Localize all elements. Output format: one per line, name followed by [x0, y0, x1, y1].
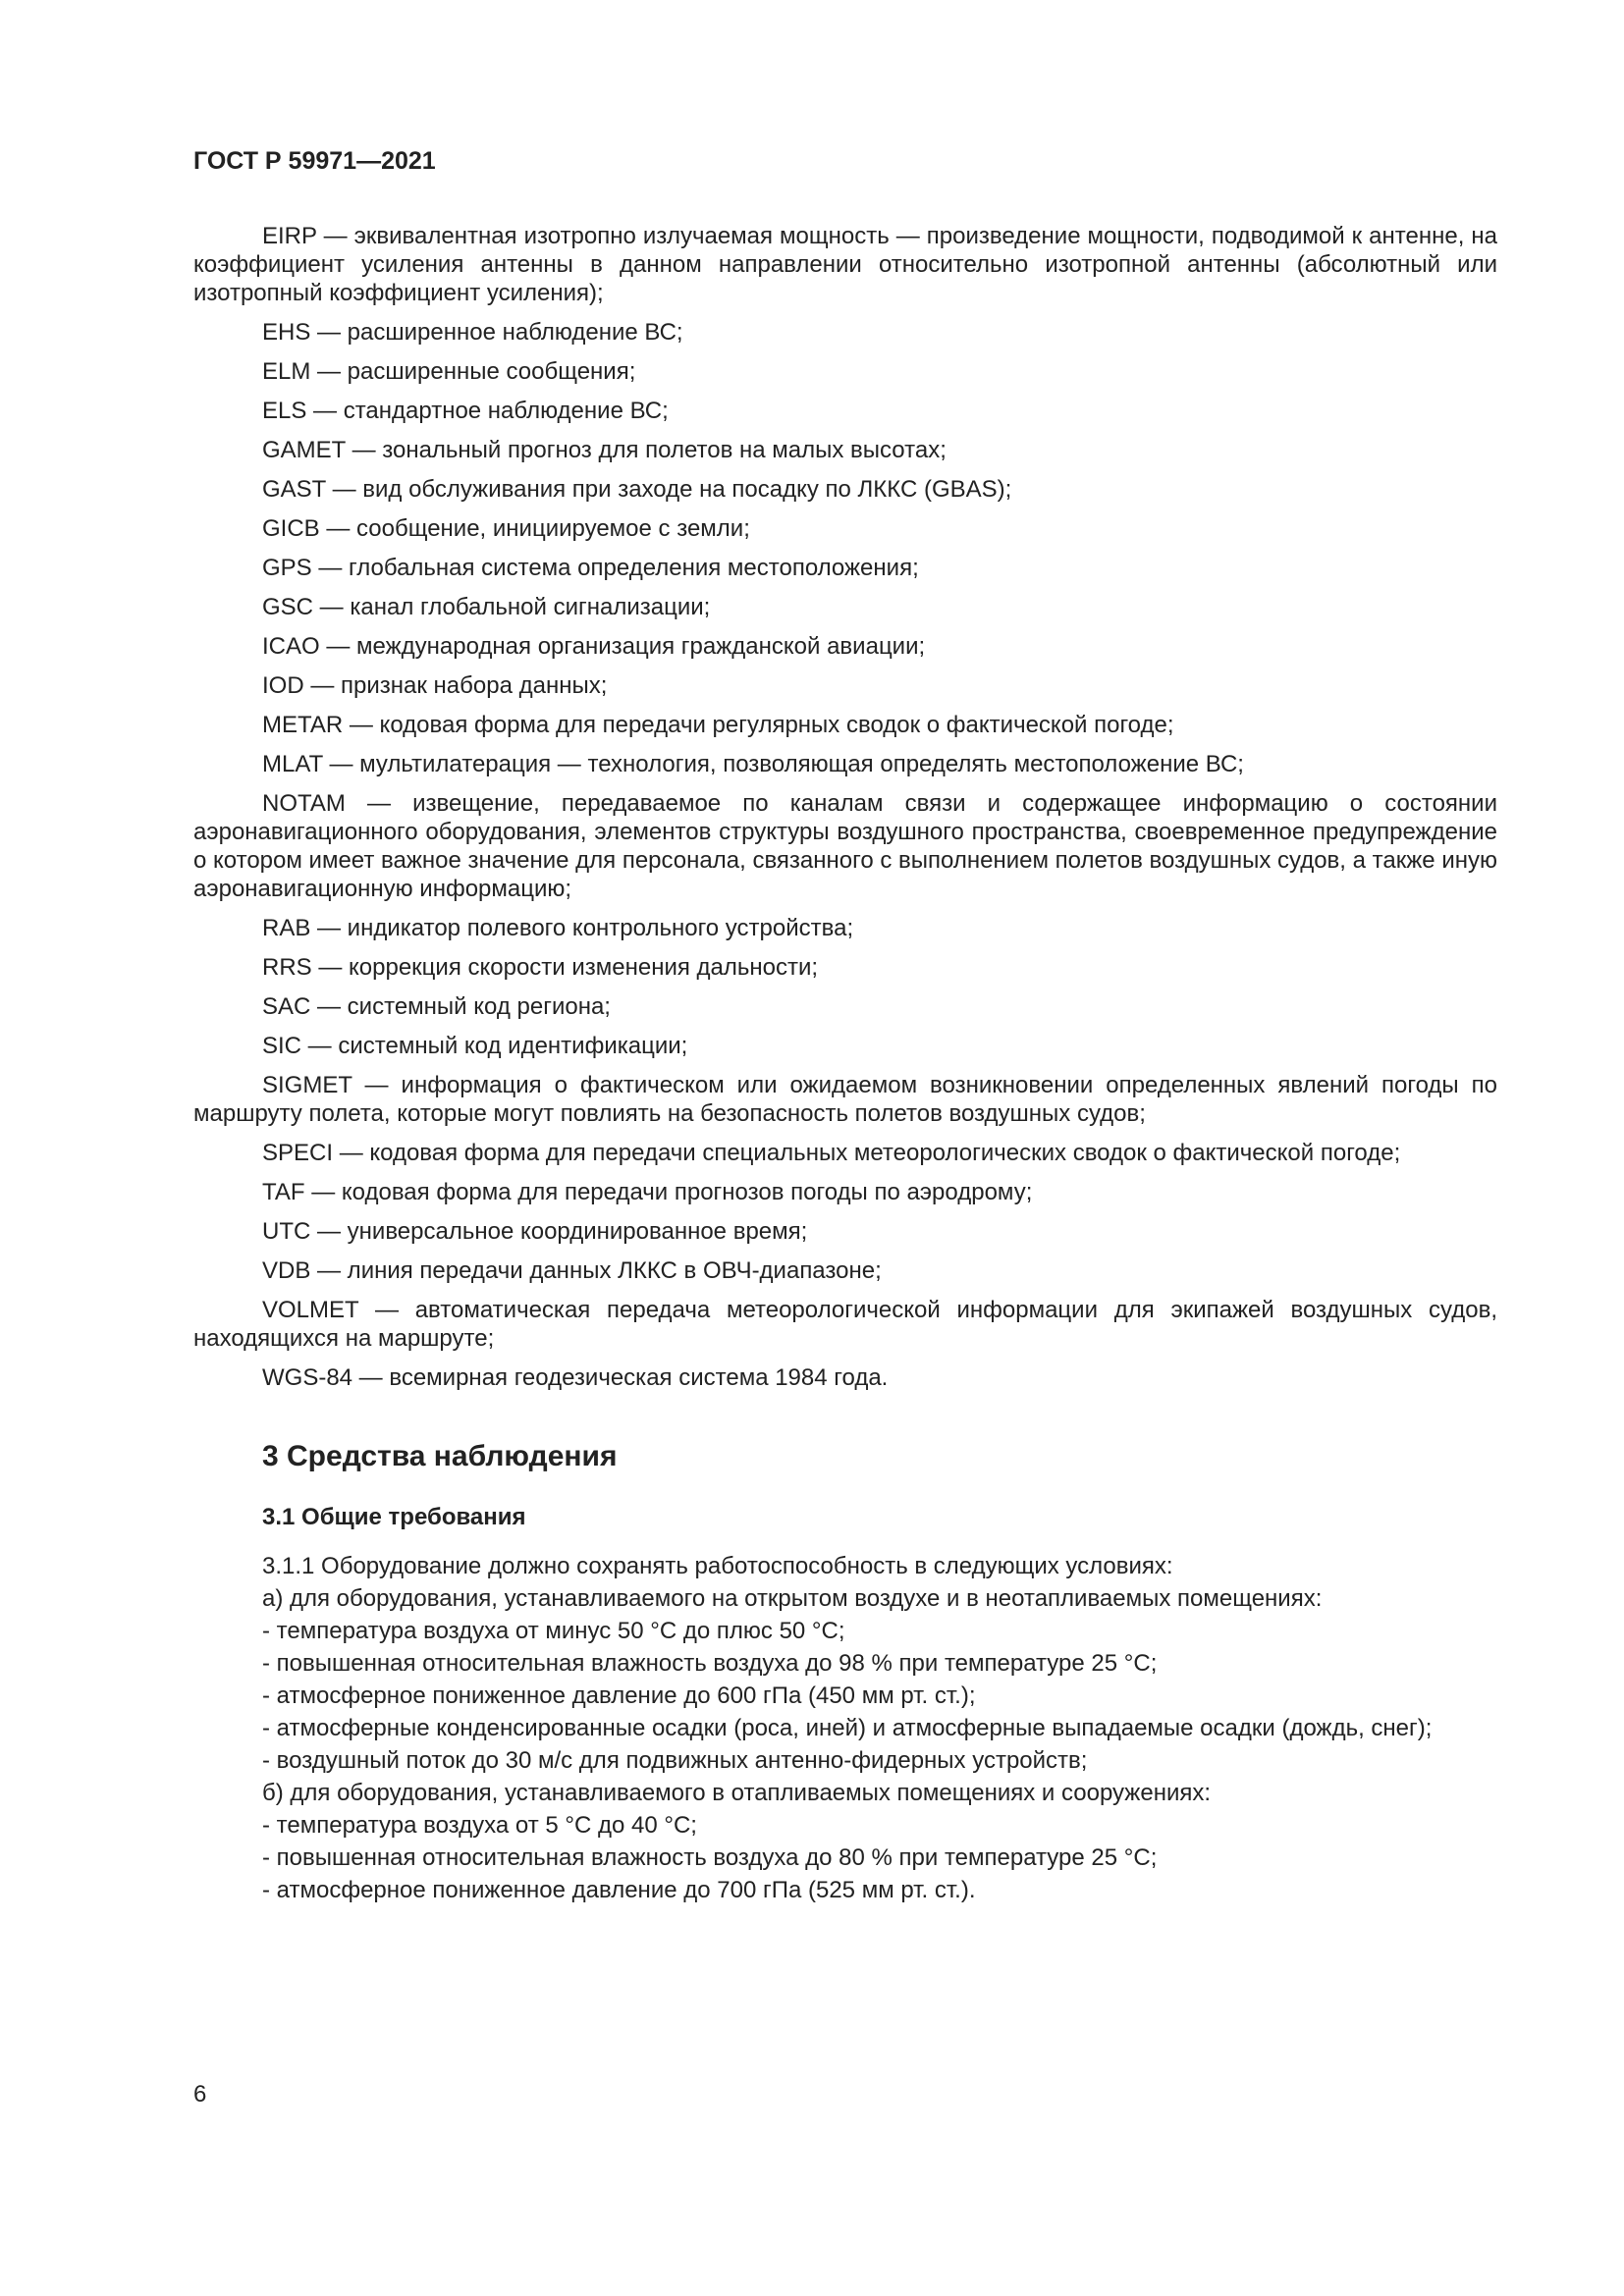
requirement-line: - повышенная относительная влажность воздуха до 98 % при температуре 25 °С;	[262, 1650, 1158, 1677]
abbreviation-item: GSC — канал глобальной сигнализации;	[262, 594, 711, 620]
requirement-line: - атмосферное пониженное давление до 700 гПа (525 мм рт. ст.).	[262, 1877, 976, 1903]
page-number: 6	[193, 2081, 207, 2108]
requirement-line: 3.1.1 Оборудование должно сохранять работоспособность в следующих условиях:	[262, 1553, 1173, 1579]
requirement-line: - атмосферное пониженное давление до 600 гПа (450 мм рт. ст.);	[262, 1682, 976, 1709]
document-header: ГОСТ Р 59971—2021	[193, 147, 436, 175]
abbreviation-item: RRS — коррекция скорости изменения дальности;	[262, 954, 819, 981]
abbreviation-item: SIGMET — информация о фактическом или ожидаемом возникновении определенных явлений погоды по маршруту полета, которые могут повлиять на безопасность полетов воздушных судов;	[193, 1072, 1497, 1127]
abbreviation-item: EIRP — эквивалентная изотропно излучаемая мощность — произведение мощности, подводимой к антенне, на коэффициент усиления антенны в данном направлении относительно изотропной антенны (абсолютный или изотропный коэффициент усиления);	[193, 223, 1497, 306]
abbreviation-item: WGS-84 — всемирная геодезическая система 1984 года.	[262, 1364, 889, 1391]
requirements-list	[193, 1553, 1497, 1904]
abbreviation-item: SIC — системный код идентификации;	[262, 1033, 688, 1059]
abbreviation-item: IOD — признак набора данных;	[262, 672, 608, 699]
abbreviation-item: UTC — универсальное координированное время;	[262, 1218, 808, 1245]
requirement-line: - атмосферные конденсированные осадки (роса, иней) и атмосферные выпадаемые осадки (дождь, снег);	[262, 1715, 1433, 1741]
abbreviation-item: ELM — расширенные сообщения;	[262, 358, 636, 385]
abbreviation-item: GAMET — зональный прогноз для полетов на малых высотах;	[262, 437, 947, 463]
section-title: 3 Средства наблюдения	[262, 1440, 618, 1472]
requirement-line: а) для оборудования, устанавливаемого на открытом воздухе и в неотапливаемых помещениях:	[262, 1585, 1323, 1612]
requirement-line: - повышенная относительная влажность воздуха до 80 % при температуре 25 °С;	[262, 1844, 1158, 1871]
abbreviation-item: ELS — стандартное наблюдение ВС;	[262, 398, 669, 424]
document-body	[193, 222, 1497, 1909]
requirement-line: - температура воздуха от 5 °С до 40 °С;	[262, 1812, 697, 1839]
abbreviation-item: GAST — вид обслуживания при заходе на посадку по ЛККС (GBAS);	[262, 476, 1012, 503]
abbreviation-item: VOLMET — автоматическая передача метеорологической информации для экипажей воздушных судов, находящихся на маршруте;	[193, 1297, 1497, 1352]
abbreviations-list	[193, 222, 1497, 1392]
abbreviation-item: GICB — сообщение, инициируемое с земли;	[262, 515, 750, 542]
abbreviation-item: SPECI — кодовая форма для передачи специальных метеорологических сводок о фактической погоде;	[262, 1140, 1401, 1166]
requirement-line: б) для оборудования, устанавливаемого в отапливаемых помещениях и сооружениях:	[262, 1780, 1212, 1806]
abbreviation-item: TAF — кодовая форма для передачи прогнозов погоды по аэродрому;	[262, 1179, 1033, 1205]
abbreviation-item: RAB — индикатор полевого контрольного устройства;	[262, 915, 854, 941]
subsection-title: 3.1 Общие требования	[262, 1504, 526, 1530]
abbreviation-item: EHS — расширенное наблюдение ВС;	[262, 319, 683, 346]
abbreviation-item: ICAO — международная организация гражданской авиации;	[262, 633, 926, 660]
requirement-line: - температура воздуха от минус 50 °С до плюс 50 °С;	[262, 1618, 845, 1644]
requirement-line: - воздушный поток до 30 м/с для подвижных антенно-фидерных устройств;	[262, 1747, 1088, 1774]
abbreviation-item: VDB — линия передачи данных ЛККС в ОВЧ-диапазоне;	[262, 1257, 882, 1284]
abbreviation-item: MLAT — мультилатерация — технология, позволяющая определять местоположение ВС;	[262, 751, 1244, 777]
abbreviation-item: SAC — системный код региона;	[262, 993, 611, 1020]
abbreviation-item: NOTAM — извещение, передаваемое по каналам связи и содержащее информацию о состоянии аэронавигационного оборудования, элементов структуры воздушного пространства, своевременное предупреждение о котором имеет важное значение для персонала, связанного с выполнением полетов воздушных судов, а также иную аэронавигационную информацию;	[193, 790, 1497, 902]
abbreviation-item: GPS — глобальная система определения местоположения;	[262, 555, 919, 581]
abbreviation-item: METAR — кодовая форма для передачи регулярных сводок о фактической погоде;	[262, 712, 1174, 738]
